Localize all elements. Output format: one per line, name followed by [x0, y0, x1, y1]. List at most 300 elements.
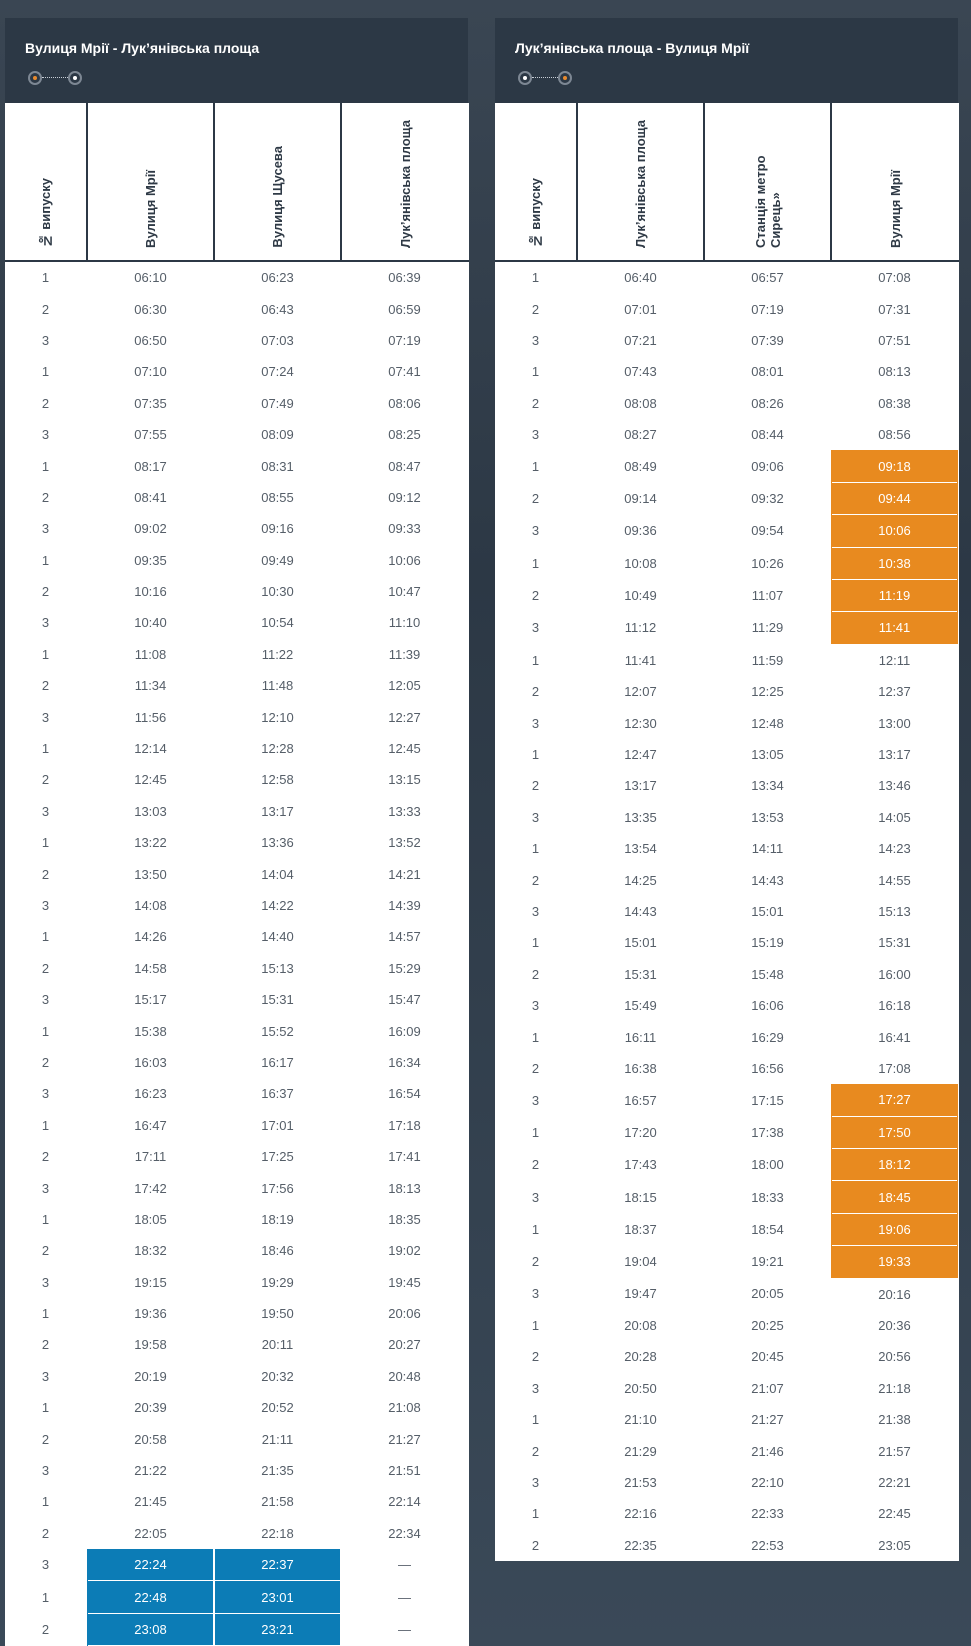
table-row: [495, 707, 958, 738]
table-row: [495, 325, 958, 356]
release-number-cell: 2: [41, 1337, 50, 1353]
departure-time-cell: 22:35: [624, 1537, 657, 1553]
departure-time-cell: 16:56: [751, 1060, 784, 1076]
departure-time-cell: 14:55: [878, 872, 911, 888]
departure-time-cell: 11:34: [134, 678, 167, 694]
departure-time-cell: 08:47: [388, 458, 421, 474]
departure-time-cell: 11:56: [134, 709, 167, 725]
departure-time-cell: 14:05: [878, 809, 911, 825]
departure-time-cell: 17:01: [261, 1117, 294, 1133]
departure-time-cell: 14:39: [388, 898, 421, 913]
table-row: [495, 1084, 958, 1116]
release-number-cell: 2: [41, 489, 50, 505]
departure-time-cell: 21:57: [878, 1443, 911, 1459]
table-row: [495, 419, 958, 450]
departure-time-cell: 07:55: [134, 427, 167, 443]
departure-time-cell: 21:27: [388, 1431, 421, 1447]
departure-time-cell: 18:37: [624, 1221, 657, 1237]
departure-time-cell: 18:54: [751, 1221, 784, 1237]
table-row: [495, 802, 958, 833]
departure-time-cell: 16:11: [624, 1029, 657, 1045]
table-row: [5, 419, 468, 450]
departure-time-cell: 22:24: [87, 1549, 214, 1581]
departure-time-cell: 11:22: [261, 646, 294, 662]
release-number-cell: 2: [531, 1443, 540, 1459]
departure-time-cell: 06:23: [261, 270, 294, 286]
release-number-cell: 2: [531, 1349, 540, 1365]
departure-time-cell: 22:45: [878, 1506, 911, 1522]
departure-time-cell: 12:07: [624, 684, 657, 700]
table-row: [5, 1581, 468, 1613]
table-row: [495, 896, 958, 927]
departure-time-cell: 17:08: [878, 1060, 911, 1076]
departure-time-cell: 22:14: [388, 1494, 421, 1510]
departure-time-cell: 12:11: [878, 652, 911, 668]
departure-time-cell: 23:21: [214, 1613, 341, 1645]
departure-time-cell: 19:58: [134, 1337, 167, 1353]
release-number-cell: 2: [531, 684, 540, 700]
table-row: [5, 293, 468, 324]
departure-time-cell: 10:47: [388, 584, 421, 600]
departure-time-cell: 23:08: [87, 1613, 214, 1645]
schedule-panel-direction-1: [5, 18, 468, 1646]
release-number-cell: 2: [531, 1060, 540, 1076]
release-number-cell: 3: [41, 709, 50, 725]
release-number-cell: 1: [531, 841, 540, 857]
table-row: [495, 547, 958, 579]
column-header-stop: Вулиця Мрії: [87, 103, 214, 261]
departure-time-cell: 16:34: [388, 1054, 421, 1070]
table-row: [5, 1361, 468, 1392]
departure-time-cell: 15:13: [878, 904, 911, 919]
departure-time-cell: 07:03: [261, 332, 294, 348]
departure-time-cell: 07:10: [134, 364, 167, 380]
departure-time-cell: 06:43: [261, 301, 294, 317]
release-number-cell: 2: [531, 490, 540, 506]
release-number-cell: 1: [41, 364, 50, 380]
route-title: Вулиця Мрії - Лук’янівська площа: [25, 40, 260, 56]
table-row: [495, 1213, 958, 1245]
departure-time-cell: 13:00: [878, 715, 911, 731]
table-row: [5, 827, 468, 858]
departure-time-cell: 08:17: [134, 458, 167, 474]
column-header-stop: Лук’янівська площа: [577, 103, 704, 261]
table-row: [495, 1373, 958, 1404]
departure-time-cell: 10:06: [388, 552, 421, 568]
departure-time-cell: 21:27: [751, 1412, 784, 1428]
departure-time-cell: 08:31: [261, 458, 294, 474]
departure-time-cell: 22:10: [751, 1475, 784, 1491]
departure-time-cell: 12:45: [388, 741, 421, 757]
departure-time-cell: 17:25: [261, 1149, 294, 1165]
table-row: [495, 1148, 958, 1180]
route-line-icon: [42, 77, 68, 78]
release-number-cell: 3: [41, 615, 50, 631]
release-number-cell: 3: [531, 332, 540, 348]
table-row: [495, 356, 958, 387]
departure-time-cell: 15:31: [878, 935, 911, 951]
departure-time-cell: 16:47: [134, 1117, 167, 1133]
departure-time-cell: 15:01: [624, 935, 657, 951]
departure-time-cell: 17:43: [624, 1157, 657, 1173]
departure-time-cell: 14:26: [134, 929, 167, 945]
table-row: [495, 1435, 958, 1466]
departure-time-cell: 14:40: [261, 929, 294, 945]
departure-time-cell: 19:15: [134, 1274, 167, 1290]
departure-time-cell: 07:21: [624, 332, 657, 348]
departure-time-cell: 17:41: [388, 1149, 421, 1165]
table-row: [495, 1341, 958, 1372]
release-number-cell: 2: [531, 1537, 540, 1553]
release-number-cell: 3: [41, 1557, 50, 1573]
departure-time-cell: 17:20: [624, 1124, 657, 1140]
table-row: [495, 990, 958, 1021]
release-number-cell: 2: [41, 772, 50, 788]
table-row: [5, 733, 468, 764]
departure-time-cell: 09:36: [624, 523, 657, 539]
route-direction-indicator: [28, 71, 82, 85]
departure-time-cell: 09:49: [261, 552, 294, 568]
table-row: [495, 1404, 958, 1435]
table-row: [5, 953, 468, 984]
table-row: [495, 450, 958, 482]
departure-time-cell: 22:05: [134, 1525, 167, 1541]
release-number-cell: 1: [41, 646, 50, 662]
departure-time-cell: 10:38: [831, 547, 958, 579]
table-row: [495, 1310, 958, 1341]
departure-time-cell: 10:40: [134, 615, 167, 631]
departure-time-cell: 18:19: [261, 1211, 294, 1227]
departure-time-cell: 06:50: [134, 332, 167, 348]
route-direction-indicator: [518, 71, 572, 85]
release-number-cell: 1: [41, 1306, 50, 1322]
departure-time-cell: 21:11: [261, 1431, 294, 1447]
table-row: [5, 513, 468, 544]
release-number-cell: 3: [531, 715, 540, 731]
release-number-cell: 2: [41, 301, 50, 317]
departure-time-cell: 06:57: [751, 270, 784, 286]
departure-time-cell: 10:08: [624, 555, 657, 571]
table-row: [495, 293, 958, 324]
departure-time-cell: 19:02: [388, 1243, 421, 1259]
release-number-cell: 2: [41, 678, 50, 694]
departure-time-cell: 22:18: [261, 1525, 294, 1541]
departure-time-cell: 13:35: [624, 809, 657, 825]
release-number-cell: 2: [41, 584, 50, 600]
departure-time-cell: —: [398, 1589, 411, 1605]
table-row: [5, 858, 468, 889]
departure-time-cell: 21:22: [134, 1463, 167, 1479]
departure-time-cell: 21:18: [878, 1380, 911, 1396]
departure-time-cell: 19:45: [388, 1274, 421, 1290]
departure-time-cell: 14:08: [134, 898, 167, 913]
departure-time-cell: 15:31: [624, 966, 657, 982]
release-number-cell: 2: [41, 960, 50, 976]
departure-time-cell: 20:36: [878, 1318, 911, 1334]
departure-time-cell: 18:05: [134, 1211, 167, 1227]
departure-time-cell: 15:13: [261, 960, 294, 976]
column-header-release: № випуску: [495, 103, 577, 261]
departure-time-cell: 15:49: [624, 998, 657, 1014]
table-row: [5, 1549, 468, 1581]
release-number-cell: 3: [531, 998, 540, 1014]
departure-time-cell: 09:18: [831, 450, 958, 482]
departure-time-cell: 07:35: [134, 395, 167, 411]
departure-time-cell: 08:41: [134, 489, 167, 505]
departure-time-cell: 16:18: [878, 998, 911, 1014]
departure-time-cell: 19:50: [261, 1306, 294, 1322]
departure-time-cell: 06:39: [388, 270, 421, 286]
departure-time-cell: 11:48: [261, 678, 294, 694]
table-row: [5, 1110, 468, 1141]
release-number-cell: 1: [531, 935, 540, 951]
departure-time-cell: 11:29: [751, 620, 784, 636]
departure-time-cell: 11:19: [831, 579, 958, 611]
departure-time-cell: 18:45: [831, 1181, 958, 1213]
release-number-cell: 3: [531, 1380, 540, 1396]
release-number-cell: 2: [531, 395, 540, 411]
departure-time-cell: 17:42: [134, 1180, 167, 1196]
release-number-cell: 3: [531, 427, 540, 443]
release-number-cell: 2: [531, 588, 540, 604]
table-row: [5, 796, 468, 827]
departure-time-cell: 16:00: [878, 966, 911, 982]
release-number-cell: 3: [41, 992, 50, 1008]
table-row: [5, 1423, 468, 1454]
departure-time-cell: 19:47: [624, 1286, 657, 1302]
release-number-cell: 3: [531, 1092, 540, 1108]
table-row: [495, 579, 958, 611]
departure-time-cell: 08:13: [878, 364, 911, 380]
departure-time-cell: 21:53: [624, 1475, 657, 1491]
departure-time-cell: 16:23: [134, 1086, 167, 1102]
table-header-row: [5, 103, 468, 261]
departure-time-cell: 20:50: [624, 1380, 657, 1396]
departure-time-cell: 09:33: [388, 521, 421, 537]
table-row: [495, 1246, 958, 1278]
table-row: [5, 1455, 468, 1486]
departure-time-cell: 15:38: [134, 1023, 167, 1039]
table-row: [495, 1116, 958, 1148]
column-header-stop: Станція метро Сирець»: [704, 103, 831, 261]
table-row: [5, 1235, 468, 1266]
departure-time-cell: 18:00: [751, 1157, 784, 1173]
release-number-cell: 1: [531, 458, 540, 474]
table-row: [495, 1498, 958, 1529]
table-row: [495, 833, 958, 864]
departure-time-cell: 22:16: [624, 1506, 657, 1522]
table-row: [495, 1021, 958, 1052]
end-stop-dot-icon: [558, 71, 572, 85]
departure-time-cell: 08:08: [624, 395, 657, 411]
departure-time-cell: 09:06: [751, 458, 784, 474]
departure-time-cell: 12:48: [751, 715, 784, 731]
release-number-cell: 2: [531, 778, 540, 794]
departure-time-cell: 09:54: [751, 523, 784, 539]
departure-time-cell: 07:08: [878, 270, 911, 286]
table-row: [5, 984, 468, 1015]
departure-time-cell: 15:52: [261, 1023, 294, 1039]
table-row: [495, 676, 958, 707]
release-number-cell: 3: [531, 1286, 540, 1302]
table-row: [495, 1053, 958, 1084]
table-row: [495, 644, 958, 676]
departure-time-cell: 10:49: [624, 588, 657, 604]
timetable: [495, 103, 959, 1561]
table-row: [5, 482, 468, 513]
release-number-cell: 1: [531, 1029, 540, 1045]
departure-time-cell: 06:30: [134, 301, 167, 317]
table-row: [5, 545, 468, 576]
departure-time-cell: 17:11: [134, 1149, 167, 1165]
table-row: [5, 1047, 468, 1078]
departure-time-cell: 20:05: [751, 1286, 784, 1302]
departure-time-cell: 20:25: [751, 1318, 784, 1334]
release-number-cell: 1: [41, 270, 50, 286]
departure-time-cell: 16:29: [751, 1029, 784, 1045]
departure-time-cell: 08:27: [624, 427, 657, 443]
departure-time-cell: 13:15: [388, 772, 421, 788]
release-number-cell: 3: [41, 1086, 50, 1102]
release-number-cell: 1: [531, 1506, 540, 1522]
departure-time-cell: 20:06: [388, 1306, 421, 1322]
start-stop-dot-icon: [518, 71, 532, 85]
table-row: [5, 450, 468, 481]
departure-time-cell: 16:03: [134, 1054, 167, 1070]
table-row: [5, 607, 468, 638]
departure-time-cell: 09:16: [261, 521, 294, 537]
departure-time-cell: 16:09: [388, 1023, 421, 1039]
departure-time-cell: 19:33: [831, 1246, 958, 1278]
departure-time-cell: 11:39: [388, 646, 421, 662]
release-number-cell: 2: [41, 1243, 50, 1259]
release-number-cell: 2: [41, 1525, 50, 1541]
departure-time-cell: 19:06: [831, 1213, 958, 1245]
departure-time-cell: 16:17: [261, 1054, 294, 1070]
departure-time-cell: 08:26: [751, 395, 784, 411]
release-number-cell: 3: [41, 1180, 50, 1196]
departure-time-cell: 09:12: [388, 489, 421, 505]
departure-time-cell: 10:54: [261, 615, 294, 631]
departure-time-cell: 08:55: [261, 489, 294, 505]
departure-time-cell: 07:01: [624, 301, 657, 317]
release-number-cell: 1: [41, 1494, 50, 1510]
departure-time-cell: 16:41: [878, 1029, 911, 1045]
departure-time-cell: 16:06: [751, 998, 784, 1014]
departure-time-cell: 14:21: [388, 866, 421, 882]
release-number-cell: 1: [41, 741, 50, 757]
departure-time-cell: 11:12: [624, 620, 657, 636]
departure-time-cell: 19:04: [624, 1254, 657, 1270]
departure-time-cell: 17:27: [831, 1084, 958, 1116]
table-row: [5, 576, 468, 607]
route-line-icon: [532, 77, 558, 78]
table-row: [5, 388, 468, 419]
departure-time-cell: 08:01: [751, 364, 784, 380]
departure-time-cell: 18:32: [134, 1243, 167, 1259]
departure-time-cell: 20:28: [624, 1349, 657, 1365]
table-row: [5, 1329, 468, 1360]
table-row: [5, 325, 468, 356]
departure-time-cell: 18:12: [831, 1148, 958, 1180]
departure-time-cell: 13:22: [134, 835, 167, 851]
release-number-cell: 2: [41, 1621, 50, 1637]
departure-time-cell: 20:27: [388, 1337, 421, 1353]
column-header-stop: Вулиця Щусева: [214, 103, 341, 261]
table-header-row: [495, 103, 958, 261]
departure-time-cell: 16:54: [388, 1086, 421, 1102]
panel-header: [5, 18, 468, 103]
departure-time-cell: 20:39: [134, 1400, 167, 1416]
release-number-cell: 2: [531, 1157, 540, 1173]
start-stop-dot-icon: [28, 71, 42, 85]
departure-time-cell: 23:05: [878, 1537, 911, 1553]
departure-time-cell: 13:17: [624, 778, 657, 794]
table-row: [5, 1298, 468, 1329]
release-number-cell: 1: [41, 458, 50, 474]
departure-time-cell: 13:54: [624, 841, 657, 857]
departure-time-cell: 15:47: [388, 992, 421, 1008]
departure-time-cell: 22:34: [388, 1525, 421, 1541]
departure-time-cell: 13:33: [388, 803, 421, 819]
departure-time-cell: 11:41: [624, 652, 657, 668]
column-header-release: № випуску: [5, 103, 87, 261]
table-row: [495, 1467, 958, 1498]
departure-time-cell: 16:38: [624, 1060, 657, 1076]
departure-time-cell: 18:15: [624, 1189, 657, 1205]
departure-time-cell: 13:05: [751, 747, 784, 763]
departure-time-cell: 06:40: [624, 270, 657, 286]
table-row: [495, 770, 958, 801]
release-number-cell: 1: [531, 1412, 540, 1428]
departure-time-cell: 21:46: [751, 1443, 784, 1459]
departure-time-cell: 13:52: [388, 835, 421, 851]
departure-time-cell: 10:30: [261, 584, 294, 600]
column-header-stop: Вулиця Мрії: [831, 103, 958, 261]
departure-time-cell: 21:10: [624, 1412, 657, 1428]
release-number-cell: 1: [531, 364, 540, 380]
table-row: [5, 1172, 468, 1203]
departure-time-cell: 08:09: [261, 427, 294, 443]
table-row: [5, 1518, 468, 1549]
departure-time-cell: 17:38: [751, 1124, 784, 1140]
departure-time-cell: 18:46: [261, 1243, 294, 1259]
departure-time-cell: 20:48: [388, 1368, 421, 1384]
release-number-cell: 3: [531, 1475, 540, 1491]
release-number-cell: 3: [41, 521, 50, 537]
departure-time-cell: 11:07: [751, 588, 784, 604]
departure-time-cell: 13:36: [261, 835, 294, 851]
departure-time-cell: 09:32: [751, 490, 784, 506]
table-row: [495, 959, 958, 990]
departure-time-cell: 07:31: [878, 301, 911, 317]
table-row: [5, 1486, 468, 1517]
departure-time-cell: 21:58: [261, 1494, 294, 1510]
departure-time-cell: 12:10: [261, 709, 294, 725]
departure-time-cell: 09:44: [831, 482, 958, 514]
departure-time-cell: 21:08: [388, 1400, 421, 1416]
release-number-cell: 2: [41, 1149, 50, 1165]
departure-time-cell: 11:08: [134, 646, 167, 662]
table-row: [5, 890, 468, 921]
departure-time-cell: 12:28: [261, 741, 294, 757]
release-number-cell: 1: [41, 1117, 50, 1133]
departure-time-cell: 20:45: [751, 1349, 784, 1365]
departure-time-cell: 20:52: [261, 1400, 294, 1416]
departure-time-cell: 22:33: [751, 1506, 784, 1522]
departure-time-cell: 07:39: [751, 332, 784, 348]
departure-time-cell: 15:48: [751, 966, 784, 982]
